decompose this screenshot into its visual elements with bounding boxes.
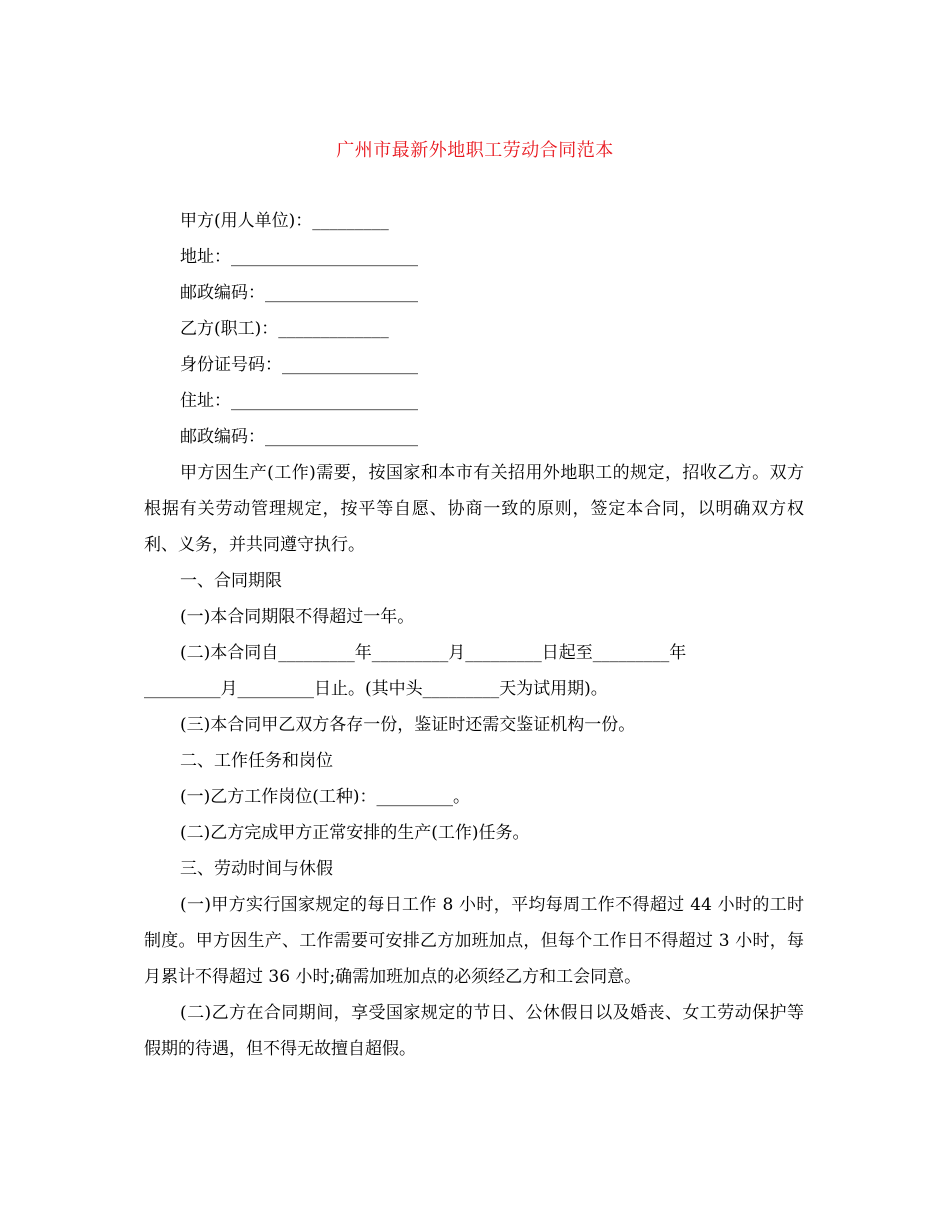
field-address: 地址：______________________ xyxy=(180,247,418,267)
section1-item2-line2: _________月_________日止。(其中头_________天为试用期)。 xyxy=(144,679,608,699)
field-id-number: 身份证号码：________________ xyxy=(180,355,418,375)
section2-item2: (二)乙方完成甲方正常安排的生产(工作)任务。 xyxy=(180,823,530,843)
section1-item2-line1: (二)本合同自_________年_________月_________日起至_________年 xyxy=(180,643,687,663)
section1-item3: (三)本合同甲乙双方各存一份，鉴证时还需交鉴证机构一份。 xyxy=(180,715,636,735)
field-employee: 乙方(职工)：_____________ xyxy=(180,319,389,339)
field-postcode-employee: 邮政编码：__________________ xyxy=(180,427,418,447)
field-employer: 甲方(用人单位)：_________ xyxy=(180,211,389,231)
intro-paragraph: 甲方因生产(工作)需要，按国家和本市有关招用外地职工的规定，招收乙方。双方根据有关劳动管理规定，按平等自愿、协商一致的原则，签定本合同，以明确双方权利、义务，并共同遵守执行。 xyxy=(144,463,804,555)
field-residence: 住址：______________________ xyxy=(180,391,418,411)
document-body xyxy=(144,203,804,1067)
section3-heading: 三、劳动时间与休假 xyxy=(180,859,333,879)
section3-item1: (一)甲方实行国家规定的每日工作 8 小时，平均每周工作不得超过 44 小时的工时制度。甲方因生产、工作需要可安排乙方加班加点，但每个工作日不得超过 3 小时，每月累计不得超过 36 小时;确需加班加点的必须经乙方和工会同意。 xyxy=(144,895,804,987)
section2-heading: 二、工作任务和岗位 xyxy=(180,751,333,771)
section1-heading: 一、合同期限 xyxy=(180,571,282,591)
section2-item1: (一)乙方工作岗位(工种)：_________。 xyxy=(180,787,471,807)
field-postcode-employer: 邮政编码：__________________ xyxy=(180,283,418,303)
document-title: 广州市最新外地职工劳动合同范本 xyxy=(336,140,614,161)
section1-item1: (一)本合同期限不得超过一年。 xyxy=(180,607,415,627)
section3-item2: (二)乙方在合同期间，享受国家规定的节日、公休假日以及婚丧、女工劳动保护等假期的待遇，但不得无故擅自超假。 xyxy=(144,1003,804,1059)
